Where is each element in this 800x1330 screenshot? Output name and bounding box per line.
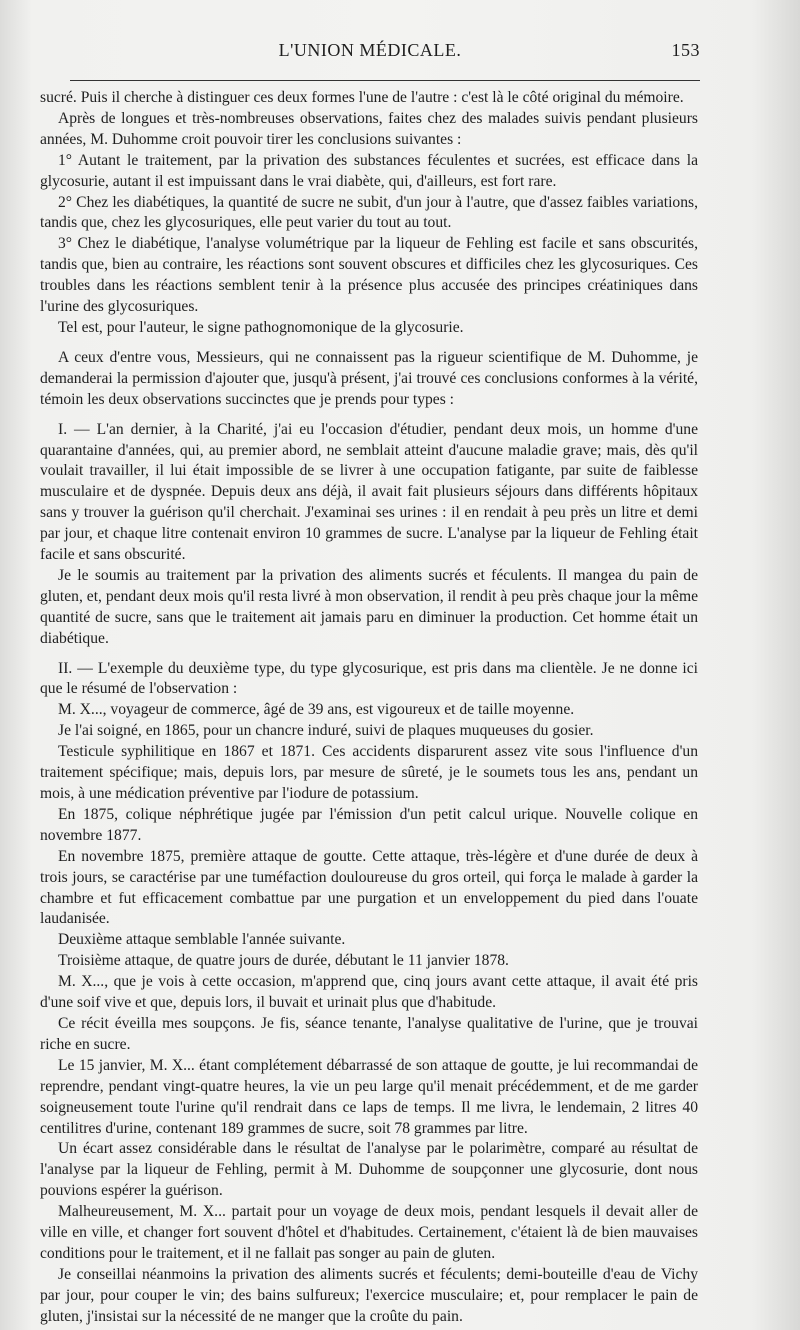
paragraph: M. X..., voyageur de commerce, âgé de 39 ans, est vigoureux et de taille moyenne. <box>58 701 575 719</box>
paragraph: M. X..., que je vois à cette occasion, m'apprend que, cinq jours avant cette attaque, il avait été pris d'une soif vive et que, depuis lors, il buvait et urinait plus que d'habitude. <box>40 973 698 1012</box>
paragraph: I. — L'an dernier, à la Charité, j'ai eu l'occasion d'étudier, pendant deux mois, un homme d'une quarantaine d'années, qui, au premier abord, ne semblait atteint d'aucune maladie grave; mais, dès qu'il voulait travailler, il lui était impossible de se livrer à une occupation fatigante, par suite de faiblesse musculaire et de dyspnée. Depuis deux ans déjà, il avait fait plusieurs séjours dans différents hôpitaux sans y trouver la guérison qu'il cherchait. J'examinai ses urines : il en rendait à peu près un litre et demi par jour, et chaque litre contenait environ 10 grammes de sucre. L'analyse par la liqueur de Fehling était facile et sans obscurité. <box>40 420 698 564</box>
paragraph: A ceux d'entre vous, Messieurs, qui ne connaissent pas la rigueur scientifique de M. Duhomme, je demanderai la permission d'ajouter que, jusqu'à présent, j'ai trouvé ces conclusions conformes à la vérité, témoin les deux observations succinctes que je prends pour types : <box>40 348 698 408</box>
paragraph: Je le soumis au traitement par la privation des aliments sucrés et féculents. Il mangea du pain de gluten, et, pendant deux mois qu'il resta livré à mon observation, il rendit à peu près chaque jour la même quantité de sucre, sans que le traitement ait jamais paru en diminuer la production. Cet homme était un diabétique. <box>40 566 698 647</box>
paragraph: Malheureusement, M. X... partait pour un voyage de deux mois, pendant lesquels il devait aller de ville en ville, et changer fort souvent d'hôtel et d'habitudes. Certainement, c'étaient là de bien mauvaises conditions pour le traitement, et il ne fallait pas songer au pain de gluten. <box>40 1203 698 1262</box>
paragraph: Tel est, pour l'auteur, le signe pathognomonique de la glycosurie. <box>58 318 464 336</box>
paragraph: 2° Chez les diabétiques, la quantité de sucre ne subit, d'un jour à l'autre, que d'assez faibles variations, tandis que, chez les glycosuriques, elle peut varier du tout au tout. <box>40 193 698 232</box>
paragraph: 1° Autant le traitement, par la privation des substances féculentes et sucrées, est efficace dans la glycosurie, autant il est impuissant dans le vrai diabète, qui, d'ailleurs, est fort rare. <box>40 151 698 190</box>
page-number: 153 <box>671 40 700 60</box>
paragraph: Deuxième attaque semblable l'année suivante. <box>58 931 346 949</box>
paragraph: En 1875, colique néphrétique jugée par l'émission d'un petit calcul urique. Nouvelle colique en novembre 1877. <box>40 805 698 844</box>
body-text <box>40 88 698 1328</box>
journal-title: L'UNION MÉDICALE. <box>278 40 462 60</box>
paragraph: Après de longues et très-nombreuses observations, faites chez des malades suivis pendant plusieurs années, M. Duhomme croit pouvoir tirer les conclusions suivantes : <box>40 109 698 148</box>
paragraph: II. — L'exemple du deuxième type, du type glycosurique, est pris dans ma clientèle. Je ne donne ici que le résumé de l'observation : <box>40 659 698 698</box>
header-rule <box>70 80 700 81</box>
paragraph: Troisième attaque, de quatre jours de durée, débutant le 11 janvier 1878. <box>58 952 509 970</box>
paragraph: Le 15 janvier, M. X... étant complétement débarrassé de son attaque de goutte, je lui recommandai de reprendre, pendant vingt-quatre heures, la vie un peu large qu'il menait précédemment, et de me garder soigneusement toute l'urine qu'il rendrait dans ce laps de temps. Il me livra, le lendemain, 2 litres 40 centilitres d'urine, contenant 189 grammes de sucre, soit 78 grammes par litre. <box>40 1056 698 1137</box>
paragraph: Un écart assez considérable dans le résultat de l'analyse par le polarimètre, comparé au résultat de l'analyse par la liqueur de Fehling, permit à M. Duhomme de soupçonner une glycosurie, dont nous pouvions espérer la guérison. <box>40 1140 698 1200</box>
paragraph: Ce récit éveilla mes soupçons. Je fis, séance tenante, l'analyse qualitative de l'urine, que je trouvai riche en sucre. <box>40 1014 698 1053</box>
paragraph: 3° Chez le diabétique, l'analyse volumétrique par la liqueur de Fehling est facile et sans obscurités, tandis que, bien au contraire, les réactions sont souvent obscures et difficiles chez les glycosuriques. Ces troubles dans les réactions semblent tenir à la présence plus accusée des principes créatiniques dans l'urine des glycosuriques. <box>40 235 698 316</box>
paragraph: Testicule syphilitique en 1867 et 1871. Ces accidents disparurent assez vite sous l'influence d'un traitement spécifique; mais, depuis lors, par mesure de sûreté, je le soumets tous les ans, pendant un mois, à une médication préventive par l'iodure de potassium. <box>40 743 698 802</box>
paragraph: Je l'ai soigné, en 1865, pour un chancre induré, suivi de plaques muqueuses du gosier. <box>58 722 594 740</box>
running-header <box>40 40 700 70</box>
paragraph: sucré. Puis il cherche à distinguer ces deux formes l'une de l'autre : c'est là le côté original du mémoire. <box>40 89 684 106</box>
paragraph: En novembre 1875, première attaque de goutte. Cette attaque, très-légère et d'une durée de deux à trois jours, se caractérise par une tuméfaction douloureuse du gros orteil, qui força le malade à garder la chambre et fut efficacement combattue par une purgation et un enveloppement du pied dans l'ouate laudanisée. <box>40 847 698 928</box>
paragraph: Je conseillai néanmoins la privation des aliments sucrés et féculents; demi-bouteille d'eau de Vichy par jour, pour couper le vin; des bains sulfureux; l'exercice musculaire; et, pour remplacer le pain de gluten, j'insistai sur la nécessité de ne manger que la croûte du pain. <box>40 1265 698 1325</box>
